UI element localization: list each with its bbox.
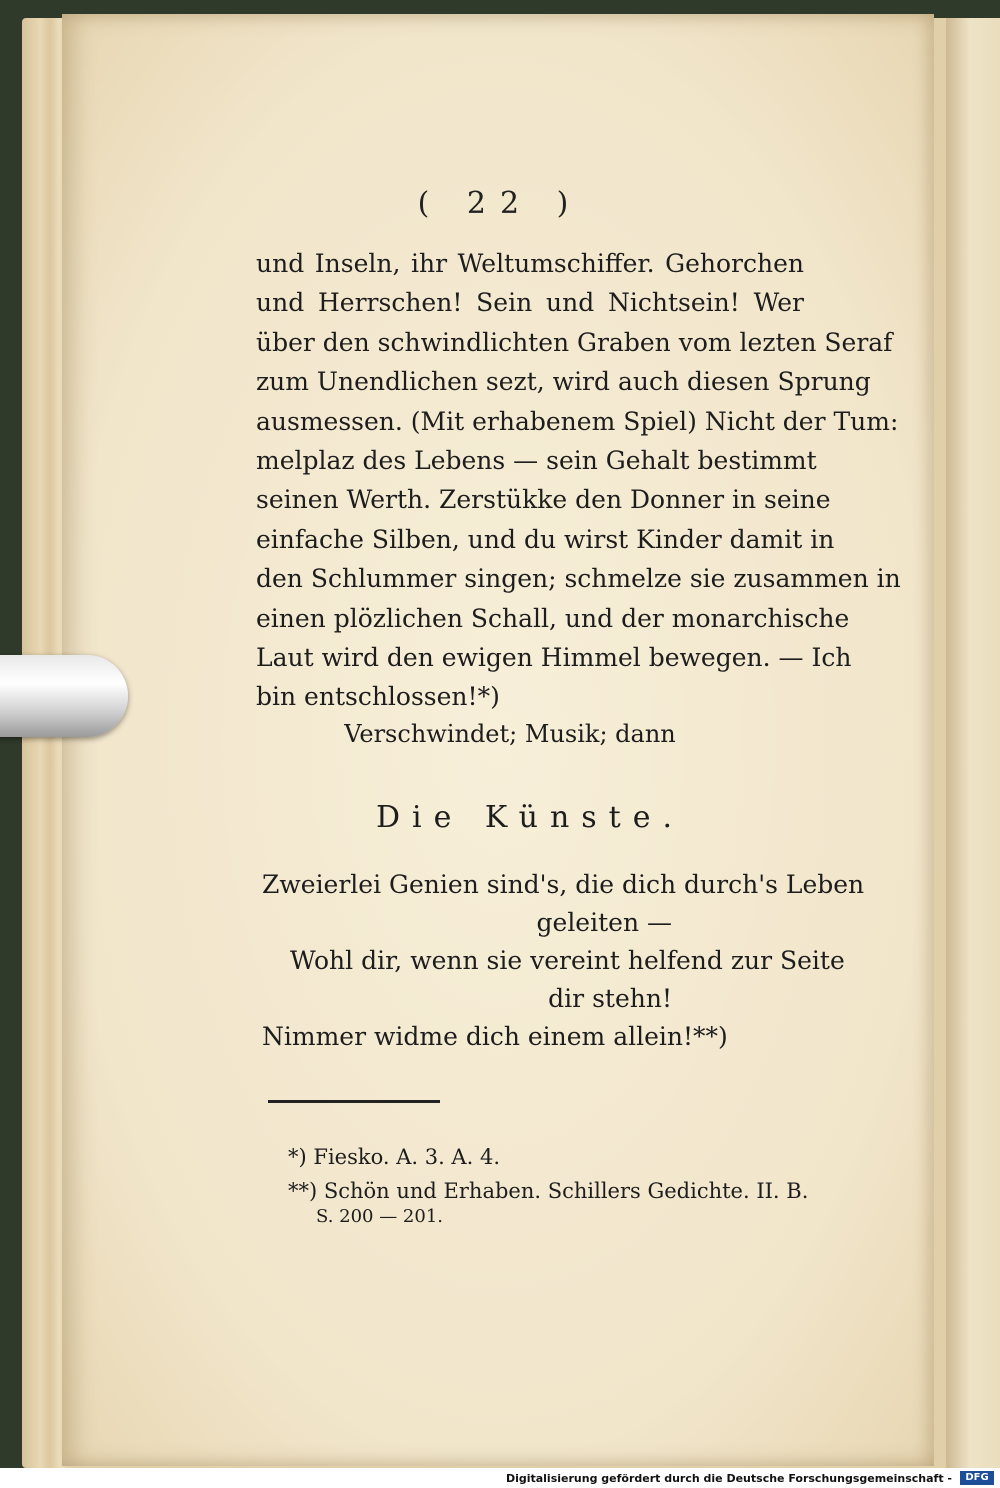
footnote-2-continuation: S. 200 — 201.: [316, 1206, 444, 1227]
dfg-logo: DFG: [960, 1471, 994, 1485]
body-text: [256, 244, 901, 717]
poem-line-continuation: geleiten —: [536, 908, 672, 937]
poem-line: Nimmer widme dich einem allein!**): [262, 1022, 728, 1051]
body-line: einen plözlichen Schall, und der monarchische: [256, 603, 850, 633]
poem: [262, 866, 865, 1056]
body-line: den Schlummer singen; schmelze sie zusammen in: [256, 564, 901, 594]
body-line: über den schwindlichten Graben vom lezten Seraf: [256, 327, 893, 357]
footnotes: [288, 1140, 818, 1226]
body-line: melplaz des Lebens — sein Gehalt bestimmt: [256, 445, 817, 475]
body-line: zum Unendlichen sezt, wird auch diesen Sprung: [256, 367, 871, 397]
body-line: seinen Werth. Zerstükke den Donner in seine: [256, 485, 831, 515]
poem-line: Zweierlei Genien sind's, die dich durch's Leben: [262, 870, 865, 899]
footer-credit: Digitalisierung gefördert durch die Deutsche Forschungsgemeinschaft -: [505, 1472, 952, 1485]
footnote-divider: [268, 1100, 440, 1103]
body-line: Laut wird den ewigen Himmel bewegen. — Ich: [256, 642, 852, 672]
page-clip: [0, 655, 128, 737]
stage-direction: Verschwindet; Musik; dann: [344, 720, 676, 748]
poem-line-continuation: dir stehn!: [548, 984, 672, 1013]
body-line: und Inseln, ihr Weltumschiffer. Gehorchen: [256, 249, 804, 278]
footnote-2: **) Schön und Erhaben. Schillers Gedichte. II. B.: [288, 1179, 809, 1203]
body-line: ausmessen. (Mit erhabenem Spiel) Nicht der Tum:: [256, 406, 899, 436]
body-line: und Herrschen! Sein und Nichtsein! Wer: [256, 288, 804, 318]
section-heading: Die Künste.: [375, 800, 685, 835]
page-number: ( 22 ): [417, 186, 583, 221]
poem-line: Wohl dir, wenn sie vereint helfend zur Seite: [290, 946, 845, 975]
body-line: bin entschlossen!*): [256, 682, 500, 712]
body-line: einfache Silben, und du wirst Kinder damit in: [256, 524, 835, 554]
footnote-1: *) Fiesko. A. 3. A. 4.: [288, 1145, 500, 1169]
